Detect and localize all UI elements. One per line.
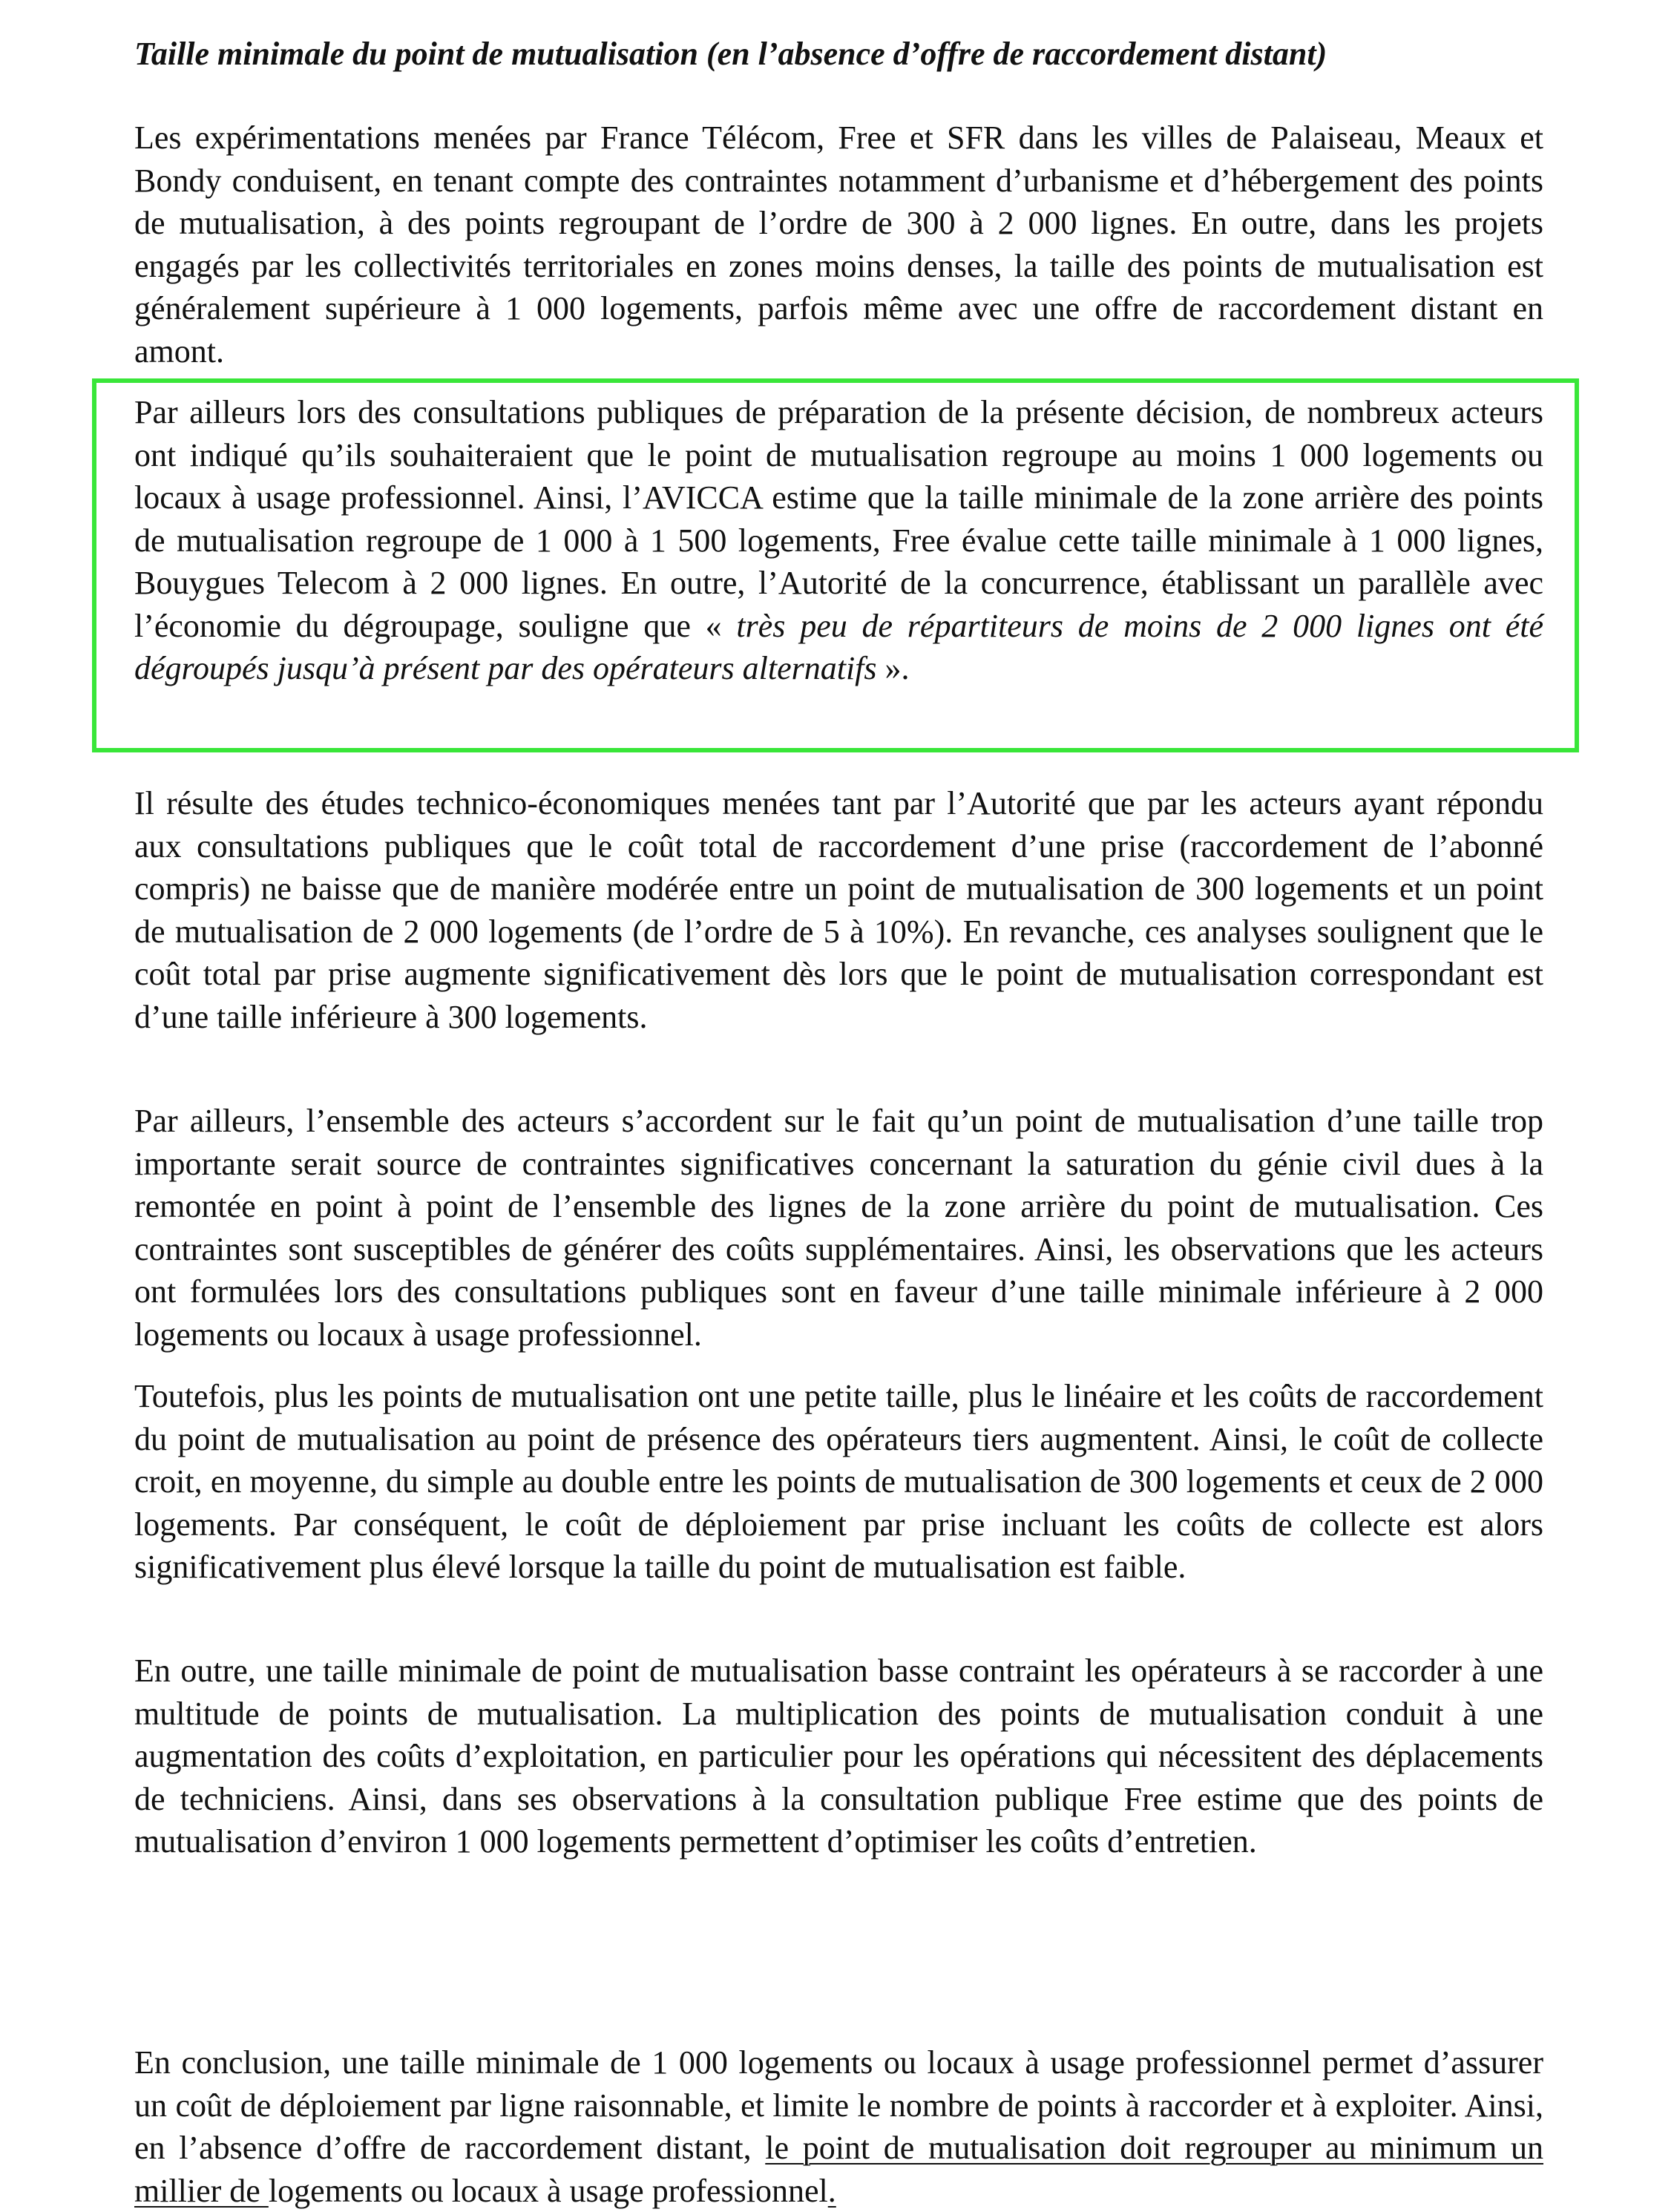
- paragraph-etudes: Il résulte des études technico-économiques menées tant par l’Autorité que par les acteurs ayant répondu aux consultations publiques que le coût total de raccordement d’une prise (raccordement de l’abonné compris) ne baisse que de manière modérée entre un point de mutualisation de 300 logements et un point de mutualisation de 2 000 logements (de l’ordre de 5 à 10%). En revanche, ces analyses soulignent que le coût total par prise augmente significativement dès lors que le point de mutualisation correspondant est d’une taille inférieure à 300 logements.: [134, 785, 1543, 1035]
- conclusion-text: En conclusion, une taille minimale de 1 000 logements ou locaux à usage professionnel permet d’assurer un coût de déploiement par ligne raisonnable, et limite le nombre de points à raccorder et à exploiter. Ainsi, en l’absence d’offre de raccordement distant,: [134, 2044, 1543, 2166]
- conclusion-underlined: le point de mutualisation doit regrouper au minimum un millier de: [134, 2130, 1543, 2209]
- quote-close: ».: [876, 650, 910, 686]
- paragraph-conclusion: [134, 2041, 1543, 2212]
- quote-autorite-concurrence: très peu de répartiteurs de moins de 2 000 lignes ont été dégroupés jusqu’à présent par des opérateurs alternatifs: [134, 607, 1543, 686]
- paragraph-saturation: Par ailleurs, l’ensemble des acteurs s’accordent sur le fait qu’un point de mutualisation d’une taille trop importante serait source de contraintes significatives concernant la saturation du génie civil dues à la remontée en point à point de l’ensemble des lignes de la zone arrière du point de mutualisation. Ces contraintes sont susceptibles de générer des coûts supplémentaires. Ainsi, les observations que les acteurs ont formulées lors des consultations publiques sont en faveur d’une taille minimale inférieure à 2 000 logements ou locaux à usage professionnel.: [134, 1103, 1543, 1353]
- paragraph-consultations: [134, 391, 1543, 690]
- paragraph-consultations-text: Par ailleurs lors des consultations publiques de préparation de la présente décision, de nombreux acteurs ont indiqué qu’ils souhaiteraient que le point de mutualisation regroupe au moins 1 000 logements ou locaux à usage professionnel. Ainsi, l’AVICCA estime que la taille minimale de la zone arrière des points de mutualisation regroupe de 1 000 à 1 500 logements, Free évalue cette taille minimale à 1 000 lignes, Bouygues Telecom à 2 000 lignes. En outre, l’Autorité de la concurrence, établissant un parallèle avec l’économie du dégroupage, souligne que «: [134, 394, 1543, 644]
- conclusion-rest: logements ou locaux à usage professionnel: [268, 2172, 828, 2209]
- section-heading: Taille minimale du point de mutualisation (en l’absence d’offre de raccordement distant): [134, 36, 1327, 72]
- paragraph-collecte: Toutefois, plus les points de mutualisation ont une petite taille, plus le linéaire et les coûts de raccordement du point de mutualisation au point de présence des opérateurs tiers augmentent. Ainsi, le coût de collecte croit, en moyenne, du simple au double entre les points de mutualisation de 300 logements et ceux de 2 000 logements. Par conséquent, le coût de déploiement par prise incluant les coûts de collecte est alors significativement plus élevé lorsque la taille du point de mutualisation est faible.: [134, 1378, 1543, 1585]
- conclusion-period: .: [827, 2172, 836, 2209]
- paragraph-exploitation: En outre, une taille minimale de point de mutualisation basse contraint les opérateurs à se raccorder à une multitude de points de mutualisation. La multiplication des points de mutualisation conduit à une augmentation des coûts d’exploitation, en particulier pour les opérations qui nécessitent des déplacements de techniciens. Ainsi, dans ses observations à la consultation publique Free estime que des points de mutualisation d’environ 1 000 logements permettent d’optimiser les coûts d’entretien.: [134, 1653, 1543, 1860]
- paragraph-experimentations: Les expérimentations menées par France Télécom, Free et SFR dans les villes de Palaiseau, Meaux et Bondy conduisent, en tenant compte des contraintes notamment d’urbanisme et d’hébergement des points de mutualisation, à des points regroupant de l’ordre de 300 à 2 000 lignes. En outre, dans les projets engagés par les collectivités territoriales en zones moins denses, la taille des points de mutualisation est généralement supérieure à 1 000 logements, parfois même avec une offre de raccordement distant en amont.: [134, 119, 1543, 370]
